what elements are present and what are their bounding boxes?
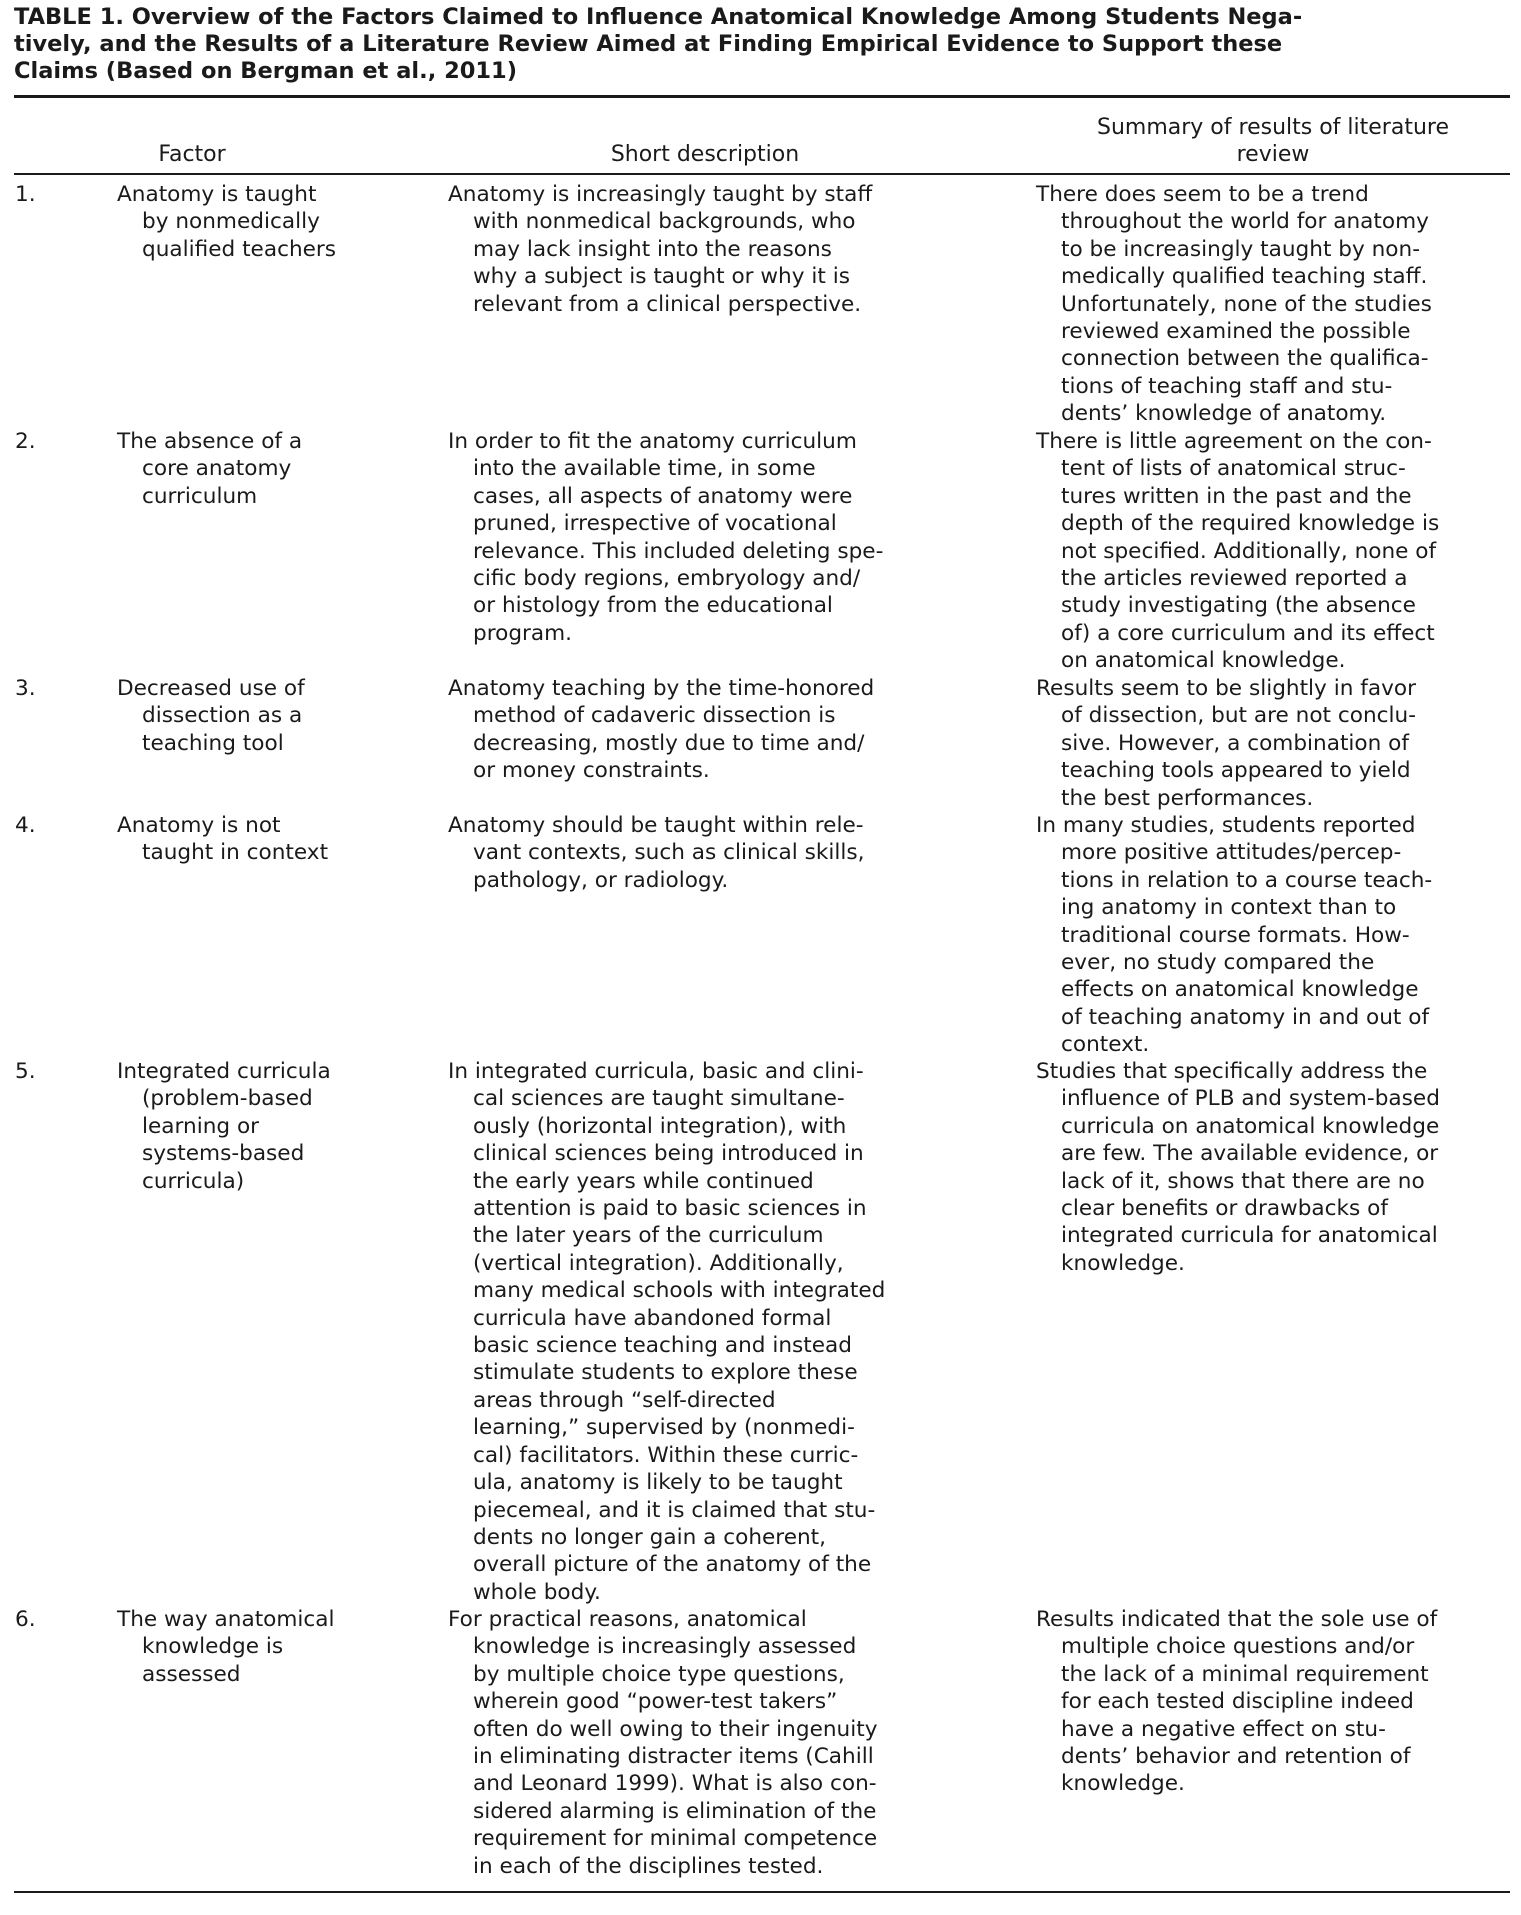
text-line: the early years while continued	[473, 1168, 814, 1194]
text-line: clear benefits or drawbacks of	[1061, 1196, 1388, 1222]
text-line: the later years of the curriculum	[473, 1223, 824, 1249]
text-line: dissection as a	[142, 703, 303, 729]
factor-cell	[117, 1606, 335, 1688]
text-line: relevant from a clinical perspective.	[473, 291, 862, 317]
top-rule	[14, 95, 1510, 98]
factor-cell	[117, 812, 328, 867]
text-line: lack of it, shows that there are no	[1061, 1168, 1425, 1194]
text-line: (problem-based	[142, 1086, 313, 1112]
description-cell	[448, 1058, 885, 1606]
text-line: In integrated curricula, basic and clini-	[448, 1059, 864, 1084]
text-line: context.	[1061, 1032, 1150, 1058]
row-number: 6.	[15, 1607, 36, 1632]
text-line: on anatomical knowledge.	[1061, 648, 1346, 674]
title-line: TABLE 1. Overview of the Factors Claimed to Influence Anatomical Knowledge Among Students Nega-	[14, 4, 1303, 30]
text-line: tions in relation to a course teach-	[1061, 867, 1433, 893]
title-line: Claims (Based on Bergman et al., 2011)	[14, 58, 517, 84]
text-line: curricula)	[142, 1168, 245, 1194]
text-line: ously (horizontal integration), with	[473, 1113, 847, 1139]
header-summary-line: review	[1236, 142, 1310, 167]
text-line: in eliminating distracter items (Cahill	[473, 1744, 874, 1770]
text-line: knowledge is increasingly assessed	[473, 1634, 857, 1660]
text-line: overall picture of the anatomy of the	[473, 1552, 872, 1578]
text-line: the articles reviewed reported a	[1061, 566, 1408, 592]
text-line: integrated curricula for anatomical	[1061, 1223, 1438, 1249]
text-line: learning or	[142, 1113, 260, 1139]
text-line: Decreased use of	[117, 676, 305, 701]
text-line: learning,” supervised by (nonmedi-	[473, 1415, 855, 1441]
text-line: The way anatomical	[117, 1607, 335, 1632]
text-line: knowledge.	[1061, 1771, 1185, 1797]
header-factor: Factor	[158, 142, 226, 167]
text-line: teaching tool	[142, 730, 284, 756]
text-line: of teaching anatomy in and out of	[1061, 1004, 1430, 1030]
text-line: cases, all aspects of anatomy were	[473, 483, 853, 509]
row-number: 1.	[15, 182, 36, 207]
description-cell	[448, 812, 865, 894]
text-line: ula, anatomy is likely to be taught	[473, 1470, 843, 1496]
text-line: core anatomy	[142, 456, 292, 482]
text-line: dents no longer gain a coherent,	[473, 1524, 826, 1550]
text-line: relevance. This included deleting spe-	[473, 538, 884, 564]
text-line: Unfortunately, none of the studies	[1061, 291, 1432, 317]
text-line: systems-based	[142, 1141, 305, 1167]
text-line: whole body.	[473, 1579, 601, 1605]
text-line: pathology, or radiology.	[473, 867, 729, 893]
text-line: dents’ knowledge of anatomy.	[1061, 401, 1387, 427]
text-line: In many studies, students reported	[1036, 813, 1416, 838]
text-line: There is little agreement on the con-	[1036, 429, 1432, 454]
summary-cell	[1036, 428, 1439, 675]
text-line: tions of teaching staff and stu-	[1061, 373, 1393, 399]
row-number: 4.	[15, 813, 36, 838]
header-description: Short description	[610, 142, 800, 167]
text-line: decreasing, mostly due to time and/	[473, 730, 865, 756]
text-line: connection between the qualifica-	[1061, 346, 1429, 372]
text-line: and Leonard 1999). What is also con-	[473, 1771, 877, 1797]
text-line: In order to fit the anatomy curriculum	[448, 429, 857, 454]
text-line: areas through “self-directed	[473, 1387, 776, 1413]
text-line: curricula have abandoned formal	[473, 1305, 832, 1331]
text-line: wherein good “power-test takers”	[473, 1689, 838, 1715]
text-line: the best performances.	[1061, 785, 1314, 811]
text-line: for each tested discipline indeed	[1061, 1689, 1414, 1715]
description-cell	[448, 675, 874, 785]
text-line: ever, no study compared the	[1061, 950, 1375, 976]
text-line: ing anatomy in context than to	[1061, 895, 1397, 921]
text-line: depth of the required knowledge is	[1061, 511, 1440, 537]
text-line: or money constraints.	[473, 758, 710, 784]
text-line: The absence of a	[117, 429, 303, 454]
title-line: tively, and the Results of a Literature Review Aimed at Finding Empirical Evidence to Support these	[14, 31, 1283, 57]
text-line: method of cadaveric dissection is	[473, 703, 836, 729]
text-line: may lack insight into the reasons	[473, 236, 832, 262]
text-line: For practical reasons, anatomical	[448, 1607, 807, 1632]
text-line: Anatomy is not	[117, 813, 281, 838]
text-line: Anatomy teaching by the time-honored	[448, 676, 875, 701]
text-line: why a subject is taught or why it is	[473, 264, 850, 290]
text-line: Anatomy is increasingly taught by staff	[448, 182, 873, 207]
row-number: 2.	[15, 429, 36, 454]
text-line: sidered alarming is elimination of the	[473, 1798, 877, 1824]
text-line: by multiple choice type questions,	[473, 1661, 845, 1687]
text-line: influence of PLB and system-based	[1061, 1086, 1440, 1112]
text-line: with nonmedical backgrounds, who	[473, 209, 856, 235]
summary-cell	[1036, 1058, 1440, 1277]
table-title	[14, 4, 1302, 85]
text-line: vant contexts, such as clinical skills,	[473, 840, 865, 866]
text-line: stimulate students to explore these	[473, 1360, 858, 1386]
text-line: knowledge is	[142, 1634, 284, 1660]
text-line: many medical schools with integrated	[473, 1278, 886, 1304]
text-line: multiple choice questions and/or	[1061, 1634, 1415, 1660]
text-line: reviewed examined the possible	[1061, 319, 1411, 345]
text-line: Integrated curricula	[117, 1059, 331, 1084]
text-line: medically qualified teaching staff.	[1061, 264, 1428, 290]
factor-cell	[117, 1058, 331, 1195]
text-line: Anatomy is taught	[117, 182, 317, 207]
text-line: throughout the world for anatomy	[1061, 209, 1429, 235]
text-line: traditional course formats. How-	[1061, 922, 1410, 948]
text-line: cal sciences are taught simultane-	[473, 1086, 845, 1112]
text-line: piecemeal, and it is claimed that stu-	[473, 1497, 876, 1523]
text-line: of dissection, but are not conclu-	[1061, 703, 1416, 729]
text-line: tent of lists of anatomical struc-	[1061, 456, 1406, 482]
factor-cell	[117, 428, 302, 510]
text-line: Results indicated that the sole use of	[1036, 1607, 1438, 1632]
text-line: Studies that specifically address the	[1036, 1059, 1428, 1084]
description-cell	[448, 181, 872, 318]
text-line: program.	[473, 620, 573, 646]
header-summary-line: Summary of results of literature	[1097, 115, 1449, 140]
text-line: teaching tools appeared to yield	[1061, 758, 1411, 784]
factor-cell	[117, 181, 336, 263]
summary-cell	[1036, 812, 1432, 1059]
text-line: assessed	[142, 1661, 241, 1687]
row-number: 3.	[15, 676, 36, 701]
text-line: more positive attitudes/percep-	[1061, 840, 1402, 866]
header-summary	[1036, 114, 1510, 168]
text-line: taught in context	[142, 840, 329, 866]
text-line: study investigating (the absence	[1061, 593, 1416, 619]
factor-cell	[117, 675, 305, 757]
text-line: attention is paid to basic sciences in	[473, 1196, 867, 1222]
bottom-rule	[14, 1891, 1510, 1893]
text-line: effects on anatomical knowledge	[1061, 977, 1419, 1003]
text-line: tures written in the past and the	[1061, 483, 1412, 509]
row-number: 5.	[15, 1059, 36, 1084]
summary-cell	[1036, 1606, 1437, 1798]
text-line: have a negative effect on stu-	[1061, 1716, 1386, 1742]
text-line: into the available time, in some	[473, 456, 816, 482]
text-line: pruned, irrespective of vocational	[473, 511, 837, 537]
text-line: clinical sciences being introduced in	[473, 1141, 864, 1167]
text-line: (vertical integration). Additionally,	[473, 1250, 844, 1276]
text-line: in each of the disciplines tested.	[473, 1853, 824, 1879]
text-line: basic science teaching and instead	[473, 1333, 852, 1359]
text-line: to be increasingly taught by non-	[1061, 236, 1420, 262]
text-line: curriculum	[142, 483, 258, 509]
text-line: sive. However, a combination of	[1061, 730, 1409, 756]
text-line: are few. The available evidence, or	[1061, 1141, 1439, 1167]
text-line: or histology from the educational	[473, 593, 833, 619]
summary-cell	[1036, 675, 1416, 812]
text-line: qualified teachers	[142, 236, 337, 262]
description-cell	[448, 1606, 877, 1880]
text-line: often do well owing to their ingenuity	[473, 1716, 878, 1742]
text-line: Anatomy should be taught within rele-	[448, 813, 864, 838]
description-cell	[448, 428, 883, 647]
text-line: by nonmedically	[142, 209, 320, 235]
text-line: Results seem to be slightly in favor	[1036, 676, 1416, 701]
text-line: curricula on anatomical knowledge	[1061, 1113, 1440, 1139]
text-line: requirement for minimal competence	[473, 1826, 878, 1852]
text-line: dents’ behavior and retention of	[1061, 1744, 1411, 1770]
text-line: the lack of a minimal requirement	[1061, 1661, 1429, 1687]
text-line: of) a core curriculum and its effect	[1061, 620, 1435, 646]
text-line: cal) facilitators. Within these curric-	[473, 1442, 859, 1468]
text-line: cific body regions, embryology and/	[473, 566, 861, 592]
text-line: There does seem to be a trend	[1036, 182, 1369, 207]
text-line: knowledge.	[1061, 1250, 1185, 1276]
header-rule	[14, 173, 1510, 175]
text-line: not specified. Additionally, none of	[1061, 538, 1437, 564]
summary-cell	[1036, 181, 1432, 428]
